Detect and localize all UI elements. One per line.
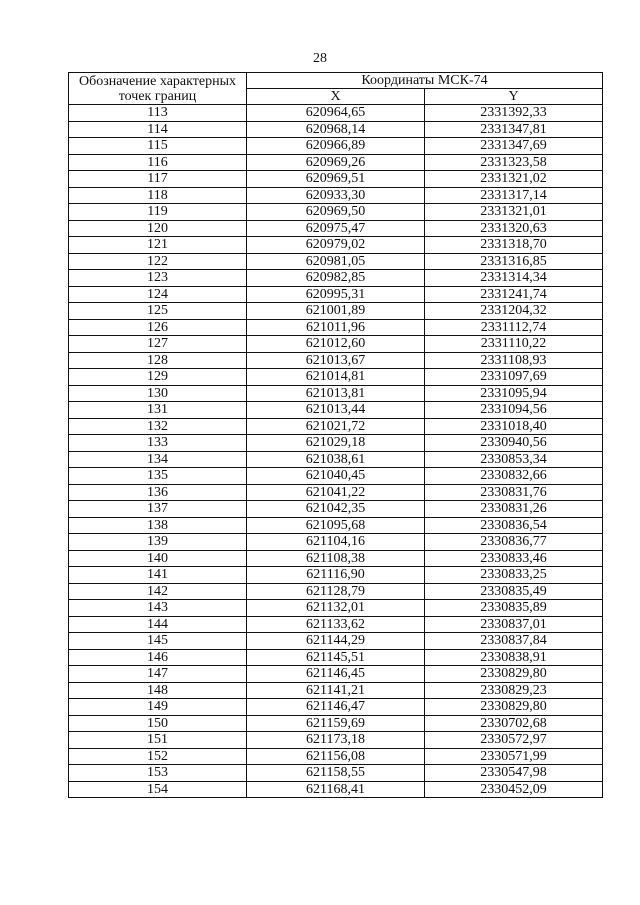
- table-row: [69, 682, 603, 699]
- cell-point: 139: [69, 534, 247, 551]
- cell-x: 621128,79: [247, 583, 425, 600]
- cell-point: 141: [69, 567, 247, 584]
- cell-x: 621132,01: [247, 600, 425, 617]
- cell-x: 620966,89: [247, 138, 425, 155]
- cell-y: 2331097,69: [425, 369, 603, 386]
- cell-point: 118: [69, 187, 247, 204]
- cell-y: 2331316,85: [425, 253, 603, 270]
- cell-point: 140: [69, 550, 247, 567]
- cell-point: 122: [69, 253, 247, 270]
- cell-x: 621012,60: [247, 336, 425, 353]
- table-row: [69, 748, 603, 765]
- cell-point: 146: [69, 649, 247, 666]
- table-row: [69, 204, 603, 221]
- header-point-designation: Обозначение характерных точек границ: [69, 73, 247, 105]
- table-row: [69, 237, 603, 254]
- cell-y: 2330829,23: [425, 682, 603, 699]
- table-body: [69, 105, 603, 798]
- cell-point: 119: [69, 204, 247, 221]
- cell-point: 127: [69, 336, 247, 353]
- cell-y: 2331347,81: [425, 121, 603, 138]
- cell-y: 2330571,99: [425, 748, 603, 765]
- cell-x: 620969,26: [247, 154, 425, 171]
- cell-y: 2330831,76: [425, 484, 603, 501]
- cell-y: 2331321,02: [425, 171, 603, 188]
- cell-point: 151: [69, 732, 247, 749]
- cell-point: 130: [69, 385, 247, 402]
- table-row: [69, 253, 603, 270]
- cell-x: 621014,81: [247, 369, 425, 386]
- cell-x: 621029,18: [247, 435, 425, 452]
- table-row: [69, 649, 603, 666]
- cell-x: 621141,21: [247, 682, 425, 699]
- cell-x: 620969,50: [247, 204, 425, 221]
- coordinates-table: [68, 72, 603, 798]
- cell-point: 120: [69, 220, 247, 237]
- cell-y: 2331112,74: [425, 319, 603, 336]
- table-row: [69, 435, 603, 452]
- table-row: [69, 303, 603, 320]
- cell-x: 621021,72: [247, 418, 425, 435]
- cell-point: 133: [69, 435, 247, 452]
- cell-x: 621156,08: [247, 748, 425, 765]
- cell-x: 621013,67: [247, 352, 425, 369]
- cell-y: 2330836,54: [425, 517, 603, 534]
- table-row: [69, 402, 603, 419]
- cell-y: 2331320,63: [425, 220, 603, 237]
- cell-x: 621104,16: [247, 534, 425, 551]
- cell-x: 620968,14: [247, 121, 425, 138]
- cell-x: 621013,44: [247, 402, 425, 419]
- table-row: [69, 534, 603, 551]
- cell-y: 2331108,93: [425, 352, 603, 369]
- cell-x: 621038,61: [247, 451, 425, 468]
- cell-point: 147: [69, 666, 247, 683]
- cell-y: 2331204,32: [425, 303, 603, 320]
- cell-point: 115: [69, 138, 247, 155]
- table-row: [69, 121, 603, 138]
- table-row: [69, 765, 603, 782]
- cell-x: 620982,85: [247, 270, 425, 287]
- cell-point: 117: [69, 171, 247, 188]
- cell-x: 621168,41: [247, 781, 425, 798]
- cell-x: 621146,47: [247, 699, 425, 716]
- cell-point: 114: [69, 121, 247, 138]
- cell-y: 2330829,80: [425, 666, 603, 683]
- table-header: [69, 73, 603, 105]
- cell-y: 2330837,01: [425, 616, 603, 633]
- cell-y: 2331110,22: [425, 336, 603, 353]
- cell-y: 2330832,66: [425, 468, 603, 485]
- cell-y: 2330940,56: [425, 435, 603, 452]
- cell-point: 121: [69, 237, 247, 254]
- cell-point: 145: [69, 633, 247, 650]
- table-row: [69, 270, 603, 287]
- table-row: [69, 781, 603, 798]
- cell-y: 2330835,49: [425, 583, 603, 600]
- table-row: [69, 286, 603, 303]
- table-row: [69, 385, 603, 402]
- cell-x: 620975,47: [247, 220, 425, 237]
- cell-y: 2330837,84: [425, 633, 603, 650]
- cell-x: 620981,05: [247, 253, 425, 270]
- table-row: [69, 666, 603, 683]
- cell-x: 620964,65: [247, 105, 425, 122]
- table-row: [69, 138, 603, 155]
- cell-y: 2331314,34: [425, 270, 603, 287]
- cell-point: 154: [69, 781, 247, 798]
- cell-point: 135: [69, 468, 247, 485]
- table-row: [69, 517, 603, 534]
- cell-x: 621146,45: [247, 666, 425, 683]
- cell-point: 113: [69, 105, 247, 122]
- table-row: [69, 154, 603, 171]
- table-row: [69, 352, 603, 369]
- table-row: [69, 187, 603, 204]
- table-row: [69, 336, 603, 353]
- cell-x: 621144,29: [247, 633, 425, 650]
- cell-y: 2330452,09: [425, 781, 603, 798]
- cell-point: 138: [69, 517, 247, 534]
- cell-x: 621158,55: [247, 765, 425, 782]
- cell-y: 2331095,94: [425, 385, 603, 402]
- cell-point: 149: [69, 699, 247, 716]
- cell-y: 2330702,68: [425, 715, 603, 732]
- cell-point: 132: [69, 418, 247, 435]
- cell-x: 621040,45: [247, 468, 425, 485]
- table-row: [69, 369, 603, 386]
- cell-y: 2330547,98: [425, 765, 603, 782]
- cell-y: 2330833,46: [425, 550, 603, 567]
- cell-y: 2331094,56: [425, 402, 603, 419]
- cell-point: 128: [69, 352, 247, 369]
- cell-point: 136: [69, 484, 247, 501]
- cell-y: 2331018,40: [425, 418, 603, 435]
- table-row: [69, 105, 603, 122]
- cell-y: 2331392,33: [425, 105, 603, 122]
- cell-x: 621041,22: [247, 484, 425, 501]
- cell-point: 150: [69, 715, 247, 732]
- cell-x: 620969,51: [247, 171, 425, 188]
- cell-point: 131: [69, 402, 247, 419]
- cell-y: 2331347,69: [425, 138, 603, 155]
- cell-y: 2331241,74: [425, 286, 603, 303]
- cell-point: 123: [69, 270, 247, 287]
- table-row: [69, 699, 603, 716]
- header-y: Y: [425, 89, 603, 105]
- table-row: [69, 732, 603, 749]
- cell-x: 621173,18: [247, 732, 425, 749]
- cell-y: 2331318,70: [425, 237, 603, 254]
- table-row: [69, 220, 603, 237]
- table-row: [69, 319, 603, 336]
- cell-point: 116: [69, 154, 247, 171]
- cell-point: 134: [69, 451, 247, 468]
- cell-x: 621145,51: [247, 649, 425, 666]
- table-row: [69, 616, 603, 633]
- cell-y: 2331317,14: [425, 187, 603, 204]
- cell-x: 621159,69: [247, 715, 425, 732]
- cell-x: 621108,38: [247, 550, 425, 567]
- table-row: [69, 550, 603, 567]
- cell-point: 153: [69, 765, 247, 782]
- table-row: [69, 418, 603, 435]
- cell-y: 2330835,89: [425, 600, 603, 617]
- cell-x: 621116,90: [247, 567, 425, 584]
- table-row: [69, 468, 603, 485]
- table-row: [69, 715, 603, 732]
- cell-point: 143: [69, 600, 247, 617]
- cell-point: 148: [69, 682, 247, 699]
- table-row: [69, 171, 603, 188]
- cell-x: 620933,30: [247, 187, 425, 204]
- cell-x: 621001,89: [247, 303, 425, 320]
- cell-point: 142: [69, 583, 247, 600]
- cell-y: 2330833,25: [425, 567, 603, 584]
- cell-x: 621133,62: [247, 616, 425, 633]
- cell-point: 125: [69, 303, 247, 320]
- cell-y: 2331321,01: [425, 204, 603, 221]
- cell-point: 144: [69, 616, 247, 633]
- page-number: 28: [313, 51, 327, 66]
- cell-point: 152: [69, 748, 247, 765]
- cell-y: 2330838,91: [425, 649, 603, 666]
- cell-y: 2330853,34: [425, 451, 603, 468]
- table-row: [69, 633, 603, 650]
- header-x: X: [247, 89, 425, 105]
- table-row: [69, 501, 603, 518]
- cell-x: 620995,31: [247, 286, 425, 303]
- cell-x: 621042,35: [247, 501, 425, 518]
- cell-y: 2330836,77: [425, 534, 603, 551]
- cell-x: 621013,81: [247, 385, 425, 402]
- cell-y: 2330572,97: [425, 732, 603, 749]
- cell-x: 621011,96: [247, 319, 425, 336]
- header-coordinates: Координаты МСК-74: [247, 73, 603, 89]
- table-row: [69, 600, 603, 617]
- cell-y: 2330831,26: [425, 501, 603, 518]
- table-row: [69, 567, 603, 584]
- cell-x: 621095,68: [247, 517, 425, 534]
- cell-x: 620979,02: [247, 237, 425, 254]
- cell-point: 124: [69, 286, 247, 303]
- cell-y: 2330829,80: [425, 699, 603, 716]
- table-row: [69, 451, 603, 468]
- cell-point: 126: [69, 319, 247, 336]
- table-row: [69, 583, 603, 600]
- table-row: [69, 484, 603, 501]
- cell-point: 137: [69, 501, 247, 518]
- cell-point: 129: [69, 369, 247, 386]
- cell-y: 2331323,58: [425, 154, 603, 171]
